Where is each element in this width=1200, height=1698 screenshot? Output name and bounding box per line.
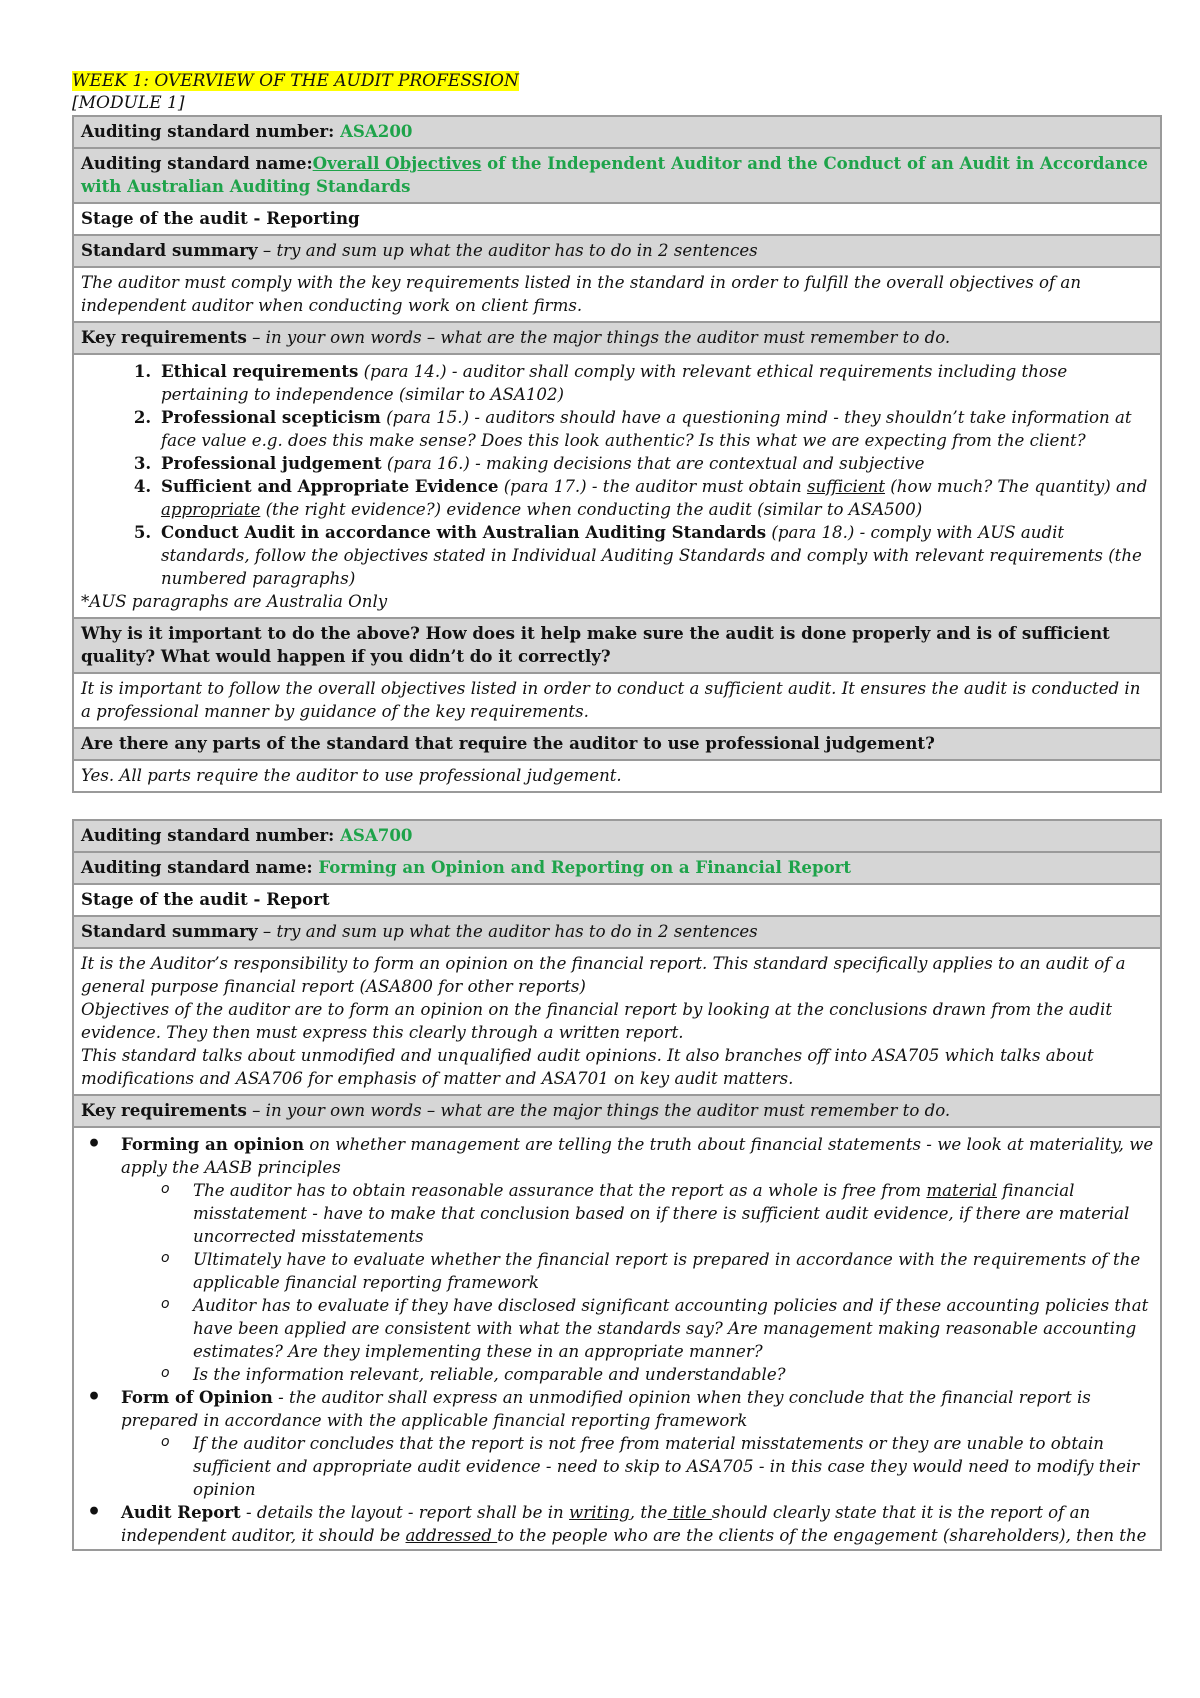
req-para: (para 16.) [381, 454, 470, 473]
summary-label: Standard summary [81, 240, 258, 260]
list-item [157, 360, 1154, 406]
list-item [157, 452, 1154, 475]
req-para: (para 18.) [766, 523, 855, 542]
req-text: (how much? The quantity) and [885, 477, 1148, 496]
asa200-number: ASA200 [340, 121, 413, 141]
summary-paragraph: It is the Auditor’s responsibility to form an opinion on the financial report. This standard specifically applies to an audit of a general purpose financial report (ASA800 for other reports) [81, 954, 1126, 996]
bullet-text: - details the layout - report shall be in [240, 1503, 570, 1522]
asa200-judgement-answer: Yes. All parts require the auditor to use professional judgement. [73, 760, 1161, 792]
document-page [72, 70, 1162, 1551]
asa700-number: ASA700 [340, 825, 413, 845]
summary-hint: – try and sum up what the auditor has to do in 2 sentences [257, 241, 758, 260]
asa700-table [72, 819, 1162, 1551]
asa200-number-row [73, 116, 1161, 148]
req-text: (the right evidence?) evidence when conducting the audit (similar to ASA500) [260, 500, 923, 519]
asa200-key-requirements [73, 354, 1161, 618]
sub-list [121, 1432, 1154, 1501]
req-para: (para 15.) [380, 408, 470, 427]
req-para: (para 14.) [358, 362, 447, 381]
asa200-why-question: Why is it important to do the above? How does it help make sure the audit is done properly and is of sufficient quality? What would happen if you didn’t do it correctly? [73, 618, 1161, 673]
req-underlined: appropriate [161, 500, 261, 519]
sub-underlined: material [926, 1181, 997, 1200]
req-title: Professional judgement [161, 453, 382, 473]
asa200-summary-heading [73, 235, 1161, 267]
list-item [157, 475, 1154, 521]
asa200-summary: The auditor must comply with the key requirements listed in the standard in order to fulfill the overall objectives of an independent auditor when conducting work on client firms. [73, 267, 1161, 322]
aus-note: *AUS paragraphs are Australia Only [81, 592, 388, 611]
asa200-why-answer: It is important to follow the overall objectives listed in order to conduct a sufficient audit. It ensures the audit is conducted in a professional manner by guidance of the key requirements. [73, 673, 1161, 728]
req-title: Conduct Audit in accordance with Australian Auditing Standards [161, 522, 767, 542]
summary-paragraph: This standard talks about unmodified and unqualified audit opinions. It also branches off into ASA705 which talks about modifications and ASA706 for emphasis of matter and ASA701 on key audit matters. [81, 1046, 1094, 1088]
asa700-name-row [73, 852, 1161, 884]
key-label: Key requirements [81, 1100, 247, 1120]
list-item [121, 1133, 1154, 1386]
bullet-text: on whether management are telling the truth about financial statements - we look at materiality, we apply the AASB principles [121, 1135, 1154, 1177]
bullet-underlined: addressed [405, 1526, 498, 1545]
bullet-text: to the people who are the clients of the engagement (shareholders), then the [497, 1526, 1147, 1545]
number-label: Auditing standard number: [81, 121, 341, 141]
name-label: Auditing standard name: [81, 153, 313, 173]
req-text: - auditors should have a questioning mind - they shouldn’t take information at face value e.g. does this make sense? Does this look authentic? Is this what we are expecting from the client? [161, 408, 1132, 450]
bullet-title: Audit Report [121, 1502, 241, 1522]
bullet-text: - the auditor shall express an unmodified opinion when they conclude that the financial report is prepared in accordance with the applicable financial reporting framework [121, 1388, 1091, 1430]
asa200-judgement-question: Are there any parts of the standard that require the auditor to use professional judgement? [73, 728, 1161, 760]
asa700-summary-heading [73, 916, 1161, 948]
name-label: Auditing standard name: [81, 857, 319, 877]
bullet-text: should clearly state that it is the report of an independent auditor, it should be [121, 1503, 1091, 1545]
bullet-underlined: title [667, 1503, 712, 1522]
key-hint: – in your own words – what are the major things the auditor must remember to do. [246, 1101, 951, 1120]
key-hint: – in your own words – what are the major things the auditor must remember to do. [246, 328, 951, 347]
sub-list-item: o Auditor has to evaluate if they have disclosed significant accounting policies and if these accounting policies that have been applied are consistent with what the standards say? Are management making reasonable accounting estimates? Are they implementing these in an appropriate manner? [193, 1294, 1154, 1363]
asa700-key-heading [73, 1095, 1161, 1127]
module-label: [MODULE 1] [72, 93, 185, 113]
req-title: Sufficient and Appropriate Evidence [161, 476, 499, 496]
sub-text: The auditor has to obtain reasonable assurance that the report as a whole is free from [193, 1181, 927, 1200]
list-item [121, 1501, 1154, 1547]
bullet-title: Forming an opinion [121, 1134, 305, 1154]
summary-hint: – try and sum up what the auditor has to do in 2 sentences [257, 922, 758, 941]
req-underlined: sufficient [806, 477, 886, 496]
req-para: (para 17.) [498, 477, 587, 496]
number-label: Auditing standard number: [81, 825, 341, 845]
asa200-name-underlined: Overall Objectives [312, 153, 482, 173]
asa700-number-row [73, 820, 1161, 852]
list-item [121, 1386, 1154, 1501]
req-text: - the auditor must obtain [586, 477, 807, 496]
summary-paragraph: Objectives of the auditor are to form an opinion on the financial report by looking at the conclusions drawn from the audit evidence. They then must express this clearly through a written report. [81, 1000, 1113, 1042]
req-title: Professional scepticism [161, 407, 381, 427]
sub-list-item: o Ultimately have to evaluate whether the financial report is prepared in accordance with the requirements of the applicable financial reporting framework [193, 1248, 1154, 1294]
asa700-key-requirements [73, 1127, 1161, 1550]
key-requirements-list [81, 360, 1154, 590]
key-requirements-list [81, 1133, 1154, 1547]
asa200-name-row [73, 148, 1161, 203]
req-text: - comply with AUS audit standards, follow the objectives stated in Individual Auditing Standards and comply with relevant requirements (the numbered paragraphs) [161, 523, 1142, 588]
sub-list [121, 1179, 1154, 1386]
bullet-title: Form of Opinion [121, 1387, 273, 1407]
req-text: - making decisions that are contextual and subjective [469, 454, 925, 473]
sub-list-item [193, 1179, 1154, 1248]
asa700-summary [73, 948, 1161, 1095]
table-spacer [72, 793, 1162, 819]
week-title-line [72, 70, 1162, 92]
req-text: - auditor shall comply with relevant ethical requirements including those pertaining to independence (similar to ASA102) [161, 362, 1068, 404]
asa200-key-heading [73, 322, 1161, 354]
sub-text: financial misstatement - have to make that conclusion based on if there is sufficient audit evidence, if there are material uncorrected misstatements [193, 1181, 1130, 1246]
key-label: Key requirements [81, 327, 247, 347]
list-item [157, 521, 1154, 590]
asa700-stage: Stage of the audit - Report [73, 884, 1161, 916]
bullet-text: , the [629, 1503, 668, 1522]
asa200-table [72, 115, 1162, 793]
asa200-stage: Stage of the audit - Reporting [73, 203, 1161, 235]
summary-label: Standard summary [81, 921, 258, 941]
sub-list-item: o Is the information relevant, reliable, comparable and understandable? [193, 1363, 1154, 1386]
sub-list-item: o If the auditor concludes that the report is not free from material misstatements or they are unable to obtain sufficient and appropriate audit evidence - need to skip to ASA705 - in this case they would need to modify their opinion [193, 1432, 1154, 1501]
week-title: WEEK 1: OVERVIEW OF THE AUDIT PROFESSION [72, 71, 519, 91]
asa700-name: Forming an Opinion and Reporting on a Financial Report [318, 857, 852, 877]
asa200-name-rest: of the Independent Auditor and the Conduct of an Audit in Accordance with Australian Auditing Standards [81, 153, 1148, 196]
req-title: Ethical requirements [161, 361, 359, 381]
list-item [157, 406, 1154, 452]
bullet-underlined: writing [569, 1503, 630, 1522]
